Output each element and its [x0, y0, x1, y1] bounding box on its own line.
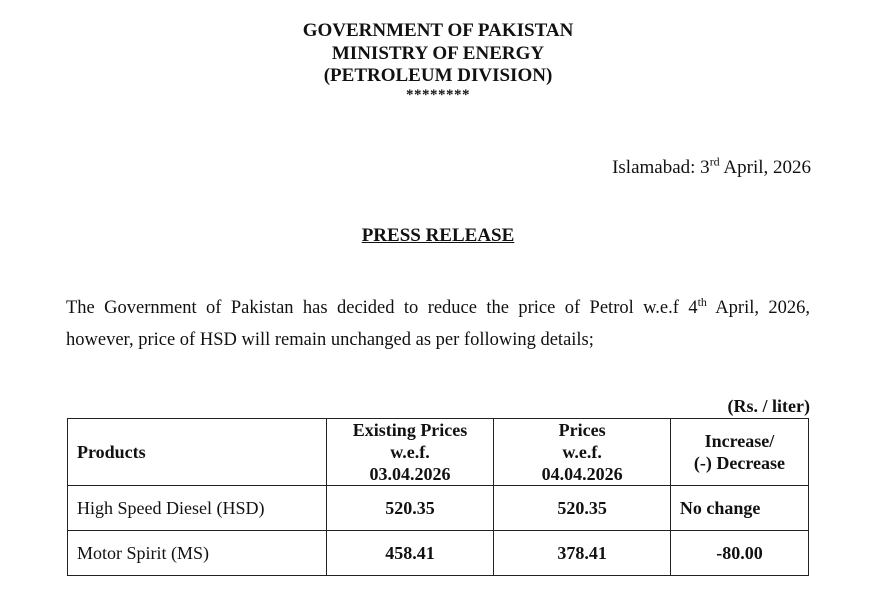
letterhead: [0, 20, 876, 102]
ministry-name: MINISTRY OF ENERGY: [331, 42, 545, 64]
header-new-prices: [494, 419, 671, 486]
table-header-row: [68, 419, 809, 486]
header-new-line2: w.e.f.: [562, 442, 602, 462]
header-change-line1: Increase/: [704, 431, 775, 451]
existing-price: 458.41: [326, 531, 494, 576]
header-new-line3: 04.04.2026: [541, 464, 623, 484]
government-name: GOVERNMENT OF PAKISTAN: [302, 20, 574, 41]
product-name: High Speed Diesel (HSD): [68, 486, 327, 531]
header-change: [670, 419, 808, 486]
price-change: -80.00: [670, 531, 808, 576]
paragraph-ordinal: th: [697, 294, 707, 309]
separator-stars: ********: [406, 86, 470, 103]
existing-price: 520.35: [326, 486, 494, 531]
header-existing-line1: Existing Prices: [352, 420, 468, 440]
date-prefix: Islamabad: 3: [612, 157, 710, 178]
header-change-line2: (-) Decrease: [693, 453, 785, 473]
date-ordinal: rd: [709, 154, 720, 169]
price-table: [67, 418, 809, 576]
header-new-line1: Prices: [558, 420, 606, 440]
new-price: 520.35: [494, 486, 671, 531]
date-suffix: April, 2026: [719, 157, 811, 178]
date-line: [612, 154, 811, 179]
header-existing-prices: [326, 419, 494, 486]
paragraph-part2: April, 2026, however, price of HSD will remain unchanged as per following details;: [66, 298, 810, 350]
press-release-title: PRESS RELEASE: [361, 225, 515, 246]
price-change: No change: [670, 486, 808, 531]
product-name: Motor Spirit (MS): [68, 531, 327, 576]
paragraph-part1: The Government of Pakistan has decided to reduce the price of Petrol w.e.f 4: [66, 298, 698, 318]
header-products: Products: [68, 419, 327, 486]
header-existing-line2: w.e.f.: [390, 442, 430, 462]
table-row: [68, 531, 809, 576]
body-paragraph: [66, 292, 810, 356]
header-existing-line3: 03.04.2026: [369, 464, 451, 484]
division-name: (PETROLEUM DIVISION): [323, 65, 553, 86]
price-unit: (Rs. / liter): [727, 396, 810, 416]
table-row: [68, 486, 809, 531]
new-price: 378.41: [494, 531, 671, 576]
